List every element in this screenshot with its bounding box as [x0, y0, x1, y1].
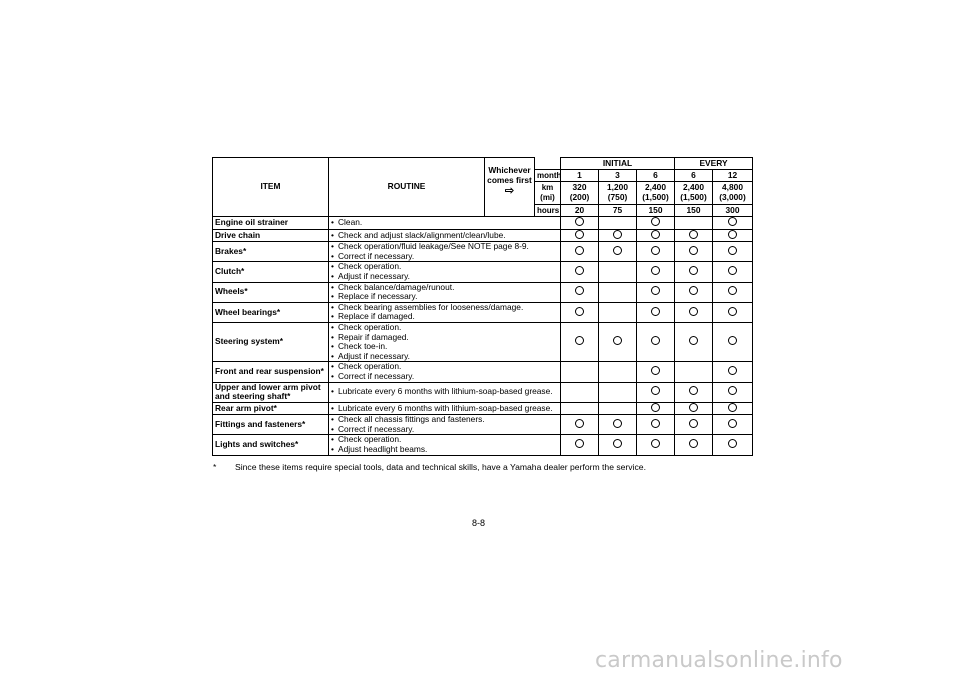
interval-cell [599, 282, 637, 302]
mi-value-text: (1,500) [680, 192, 707, 202]
item-name: Brakes* [213, 242, 329, 262]
interval-cell [561, 302, 599, 322]
check-circle-icon [613, 336, 622, 345]
routine-cell [329, 282, 561, 302]
check-circle-icon [651, 419, 660, 428]
table-row [213, 435, 753, 455]
item-name: Engine oil strainer [213, 217, 329, 230]
check-circle-icon [575, 307, 584, 316]
interval-cell [561, 217, 599, 230]
routine-line: • Correct if necessary. [331, 252, 558, 262]
interval-cell [599, 362, 637, 382]
watermark-logo: carmanualsonline.info [595, 648, 843, 673]
routine-line: • Check and adjust slack/alignment/clean/lube. [331, 231, 558, 241]
item-name: Wheel bearings* [213, 302, 329, 322]
routine-line: • Repair if damaged. [331, 333, 558, 343]
item-name: Steering system* [213, 322, 329, 361]
check-circle-icon [575, 286, 584, 295]
interval-cell [675, 362, 713, 382]
table-row [213, 242, 753, 262]
check-circle-icon [613, 439, 622, 448]
header-item: ITEM [213, 158, 329, 217]
interval-cell [637, 435, 675, 455]
check-circle-icon [728, 307, 737, 316]
whichever-label: Whichever comes first [487, 165, 532, 185]
interval-cell [675, 435, 713, 455]
check-circle-icon [613, 419, 622, 428]
interval-cell [713, 362, 753, 382]
km-value [675, 182, 713, 205]
header-initial: INITIAL [561, 158, 675, 170]
months-value: 1 [561, 170, 599, 182]
check-circle-icon [689, 286, 698, 295]
hours-value: 150 [675, 205, 713, 217]
interval-cell [637, 229, 675, 242]
hours-value: 150 [637, 205, 675, 217]
interval-cell [599, 242, 637, 262]
interval-cell [713, 282, 753, 302]
km-value [599, 182, 637, 205]
routine-line: • Lubricate every 6 months with lithium-soap-based grease. [331, 404, 558, 414]
check-circle-icon [689, 419, 698, 428]
routine-cell [329, 435, 561, 455]
table-row [213, 322, 753, 361]
header-blank [535, 158, 561, 170]
routine-cell [329, 262, 561, 282]
header-every: EVERY [675, 158, 753, 170]
interval-cell [675, 242, 713, 262]
interval-cell [637, 262, 675, 282]
mi-value-text: (750) [607, 192, 628, 202]
routine-line: • Correct if necessary. [331, 372, 558, 382]
check-circle-icon [689, 336, 698, 345]
routine-line: • Check toe-in. [331, 342, 558, 352]
check-circle-icon [575, 246, 584, 255]
interval-cell [713, 217, 753, 230]
item-name: Front and rear suspension* [213, 362, 329, 382]
item-name: Rear arm pivot* [213, 402, 329, 415]
footnote-text: Since these items require special tools, data and technical skills, have a Yamaha dealer perform the service. [235, 462, 646, 472]
interval-cell [675, 217, 713, 230]
table-row [213, 362, 753, 382]
footnote [213, 462, 646, 472]
table-row [213, 402, 753, 415]
check-circle-icon [728, 246, 737, 255]
table-row [213, 415, 753, 435]
routine-line: • Adjust if necessary. [331, 352, 558, 362]
interval-cell [713, 302, 753, 322]
interval-cell [675, 382, 713, 402]
routine-line: • Check all chassis fittings and fasteners. [331, 415, 558, 425]
interval-cell [713, 262, 753, 282]
check-circle-icon [689, 266, 698, 275]
interval-cell [637, 217, 675, 230]
item-name: Wheels* [213, 282, 329, 302]
km-unit: km [541, 183, 554, 193]
interval-cell [713, 402, 753, 415]
check-circle-icon [689, 307, 698, 316]
km-label [535, 182, 561, 205]
interval-cell [599, 217, 637, 230]
header-routine: ROUTINE [329, 158, 485, 217]
check-circle-icon [689, 403, 698, 412]
whichever-blank [485, 205, 535, 217]
interval-cell [561, 229, 599, 242]
check-circle-icon [728, 403, 737, 412]
check-circle-icon [575, 439, 584, 448]
interval-cell [675, 402, 713, 415]
interval-cell [561, 402, 599, 415]
mi-value-text: (200) [569, 192, 590, 202]
table-row [213, 302, 753, 322]
table-row [213, 382, 753, 402]
km-value-text: 1,200 [607, 182, 628, 193]
months-value: 6 [637, 170, 675, 182]
mi-value-text: (1,500) [642, 192, 669, 202]
interval-cell [599, 302, 637, 322]
footnote-star: * [213, 462, 217, 472]
interval-cell [637, 382, 675, 402]
routine-line: • Check operation. [331, 323, 558, 333]
check-circle-icon [651, 386, 660, 395]
table-row [213, 217, 753, 230]
check-circle-icon [651, 366, 660, 375]
check-circle-icon [575, 217, 584, 226]
interval-cell [637, 322, 675, 361]
check-circle-icon [613, 246, 622, 255]
routine-cell [329, 362, 561, 382]
check-circle-icon [728, 336, 737, 345]
months-value: 12 [713, 170, 753, 182]
interval-cell [675, 262, 713, 282]
check-circle-icon [651, 336, 660, 345]
interval-cell [599, 262, 637, 282]
mi-value-text: (3,000) [719, 192, 746, 202]
interval-cell [561, 362, 599, 382]
interval-cell [637, 282, 675, 302]
interval-cell [561, 242, 599, 262]
interval-cell [637, 415, 675, 435]
routine-cell [329, 242, 561, 262]
routine-line: • Check bearing assemblies for looseness/damage. [331, 303, 558, 313]
check-circle-icon [651, 246, 660, 255]
routine-cell [329, 217, 561, 230]
routine-line: • Adjust headlight beams. [331, 445, 558, 455]
check-circle-icon [728, 266, 737, 275]
interval-cell [561, 322, 599, 361]
check-circle-icon [651, 266, 660, 275]
check-circle-icon [728, 366, 737, 375]
interval-cell [599, 229, 637, 242]
km-value [713, 182, 753, 205]
interval-cell [599, 415, 637, 435]
routine-cell [329, 402, 561, 415]
routine-line: • Lubricate every 6 months with lithium-soap-based grease. [331, 387, 558, 397]
routine-line: • Check balance/damage/runout. [331, 283, 558, 293]
interval-cell [675, 302, 713, 322]
table-row [213, 229, 753, 242]
routine-line: • Replace if necessary. [331, 292, 558, 302]
item-name: Upper and lower arm pivot and steering shaft* [213, 382, 329, 402]
routine-cell [329, 322, 561, 361]
routine-cell [329, 229, 561, 242]
interval-cell [599, 322, 637, 361]
check-circle-icon [651, 217, 660, 226]
routine-line: • Check operation. [331, 362, 558, 372]
check-circle-icon [575, 266, 584, 275]
routine-line: • Clean. [331, 218, 558, 228]
interval-cell [713, 415, 753, 435]
item-name: Lights and switches* [213, 435, 329, 455]
routine-cell [329, 382, 561, 402]
check-circle-icon [728, 386, 737, 395]
routine-line: • Correct if necessary. [331, 425, 558, 435]
interval-cell [637, 402, 675, 415]
months-value: 6 [675, 170, 713, 182]
check-circle-icon [728, 419, 737, 428]
km-value-text: 2,400 [645, 182, 666, 193]
check-circle-icon [728, 286, 737, 295]
km-value [561, 182, 599, 205]
right-arrow-icon: ⇨ [504, 184, 515, 197]
item-name: Fittings and fasteners* [213, 415, 329, 435]
check-circle-icon [689, 386, 698, 395]
check-circle-icon [651, 439, 660, 448]
check-circle-icon [613, 230, 622, 239]
check-circle-icon [689, 246, 698, 255]
maintenance-table [212, 157, 753, 456]
hours-label: hours [535, 205, 561, 217]
check-circle-icon [575, 230, 584, 239]
km-value-text: 2,400 [683, 182, 704, 193]
check-circle-icon [651, 286, 660, 295]
interval-cell [561, 382, 599, 402]
interval-cell [561, 262, 599, 282]
check-circle-icon [728, 230, 737, 239]
interval-cell [675, 322, 713, 361]
interval-cell [599, 435, 637, 455]
routine-line: • Check operation. [331, 435, 558, 445]
months-value: 3 [599, 170, 637, 182]
routine-line: • Adjust if necessary. [331, 272, 558, 282]
interval-cell [637, 242, 675, 262]
hours-value: 75 [599, 205, 637, 217]
interval-cell [637, 362, 675, 382]
interval-cell [713, 382, 753, 402]
routine-cell [329, 302, 561, 322]
routine-cell [329, 415, 561, 435]
interval-cell [713, 322, 753, 361]
check-circle-icon [575, 419, 584, 428]
header-whichever [485, 158, 535, 205]
km-value [637, 182, 675, 205]
check-circle-icon [651, 403, 660, 412]
item-name: Drive chain [213, 229, 329, 242]
hours-value: 300 [713, 205, 753, 217]
table-row [213, 282, 753, 302]
check-circle-icon [651, 307, 660, 316]
interval-cell [561, 282, 599, 302]
check-circle-icon [728, 439, 737, 448]
month-label: month [535, 170, 561, 182]
interval-cell [675, 415, 713, 435]
interval-cell [599, 402, 637, 415]
check-circle-icon [651, 230, 660, 239]
check-circle-icon [728, 217, 737, 226]
interval-cell [675, 229, 713, 242]
interval-cell [713, 229, 753, 242]
check-circle-icon [689, 230, 698, 239]
interval-cell [599, 382, 637, 402]
table-row [213, 262, 753, 282]
interval-cell [561, 435, 599, 455]
routine-line: • Replace if damaged. [331, 312, 558, 322]
interval-cell [561, 415, 599, 435]
hours-value: 20 [561, 205, 599, 217]
mi-unit: (mi) [540, 193, 555, 202]
interval-cell [713, 435, 753, 455]
interval-cell [713, 242, 753, 262]
check-circle-icon [575, 336, 584, 345]
km-value-text: 320 [572, 182, 587, 193]
routine-line: • Check operation/fluid leakage/See NOTE page 8-9. [331, 242, 558, 252]
interval-cell [675, 282, 713, 302]
km-value-text: 4,800 [722, 182, 743, 193]
routine-line: • Check operation. [331, 262, 558, 272]
page-number: 8-8 [472, 518, 486, 528]
interval-cell [637, 302, 675, 322]
check-circle-icon [689, 439, 698, 448]
item-name: Clutch* [213, 262, 329, 282]
